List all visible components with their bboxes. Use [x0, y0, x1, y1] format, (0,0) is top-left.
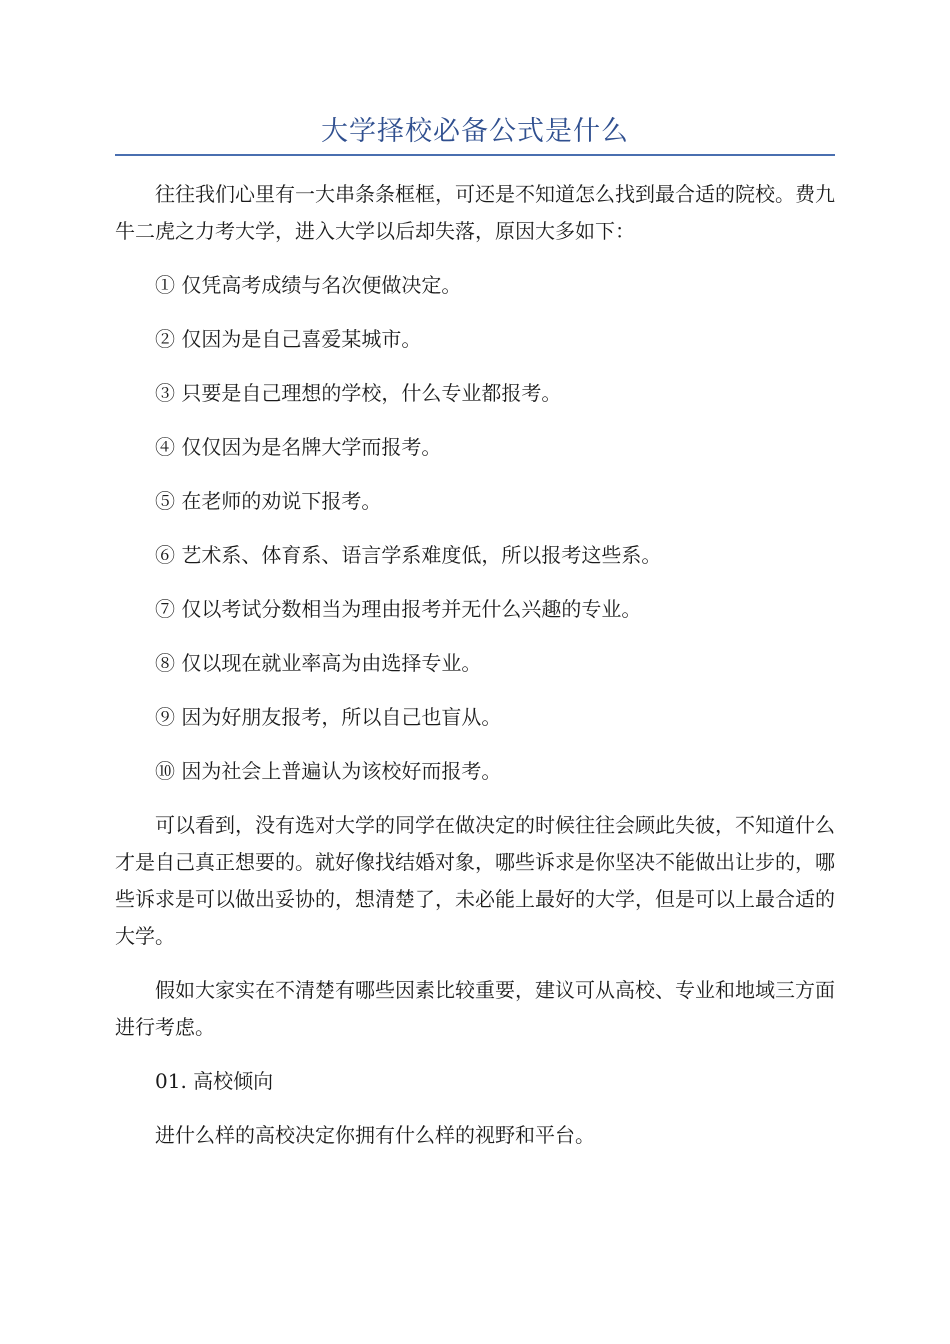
analysis-paragraph: 可以看到，没有选对大学的同学在做决定的时候往往会顾此失彼，不知道什么才是自己真正想要的。就好像找结婚对象，哪些诉求是你坚决不能做出让步的，哪些诉求是可以做出妥协的，想清楚了，未必能上最好的大学，但是可以上最合适的大学。	[115, 813, 835, 948]
document-title: 大学择校必备公式是什么	[321, 116, 629, 147]
document-body	[115, 176, 835, 1171]
reason-item-8: ⑧ 仅以现在就业率高为由选择专业。	[155, 651, 482, 675]
reason-item-4: ④ 仅仅因为是名牌大学而报考。	[155, 435, 442, 459]
section-paragraph-01: 进什么样的高校决定你拥有什么样的视野和平台。	[155, 1123, 595, 1147]
reason-item-5: ⑤ 在老师的劝说下报考。	[155, 489, 382, 513]
reason-item-3: ③ 只要是自己理想的学校，什么专业都报考。	[155, 381, 562, 405]
intro-paragraph: 往往我们心里有一大串条条框框，可还是不知道怎么找到最合适的院校。费九牛二虎之力考大学，进入大学以后却失落，原因大多如下：	[115, 182, 835, 243]
reason-item-6: ⑥ 艺术系、体育系、语言学系难度低，所以报考这些系。	[155, 543, 662, 567]
reason-item-2: ② 仅因为是自己喜爱某城市。	[155, 327, 422, 351]
section-heading-01: 01. 高校倾向	[155, 1069, 274, 1093]
suggestion-paragraph: 假如大家实在不清楚有哪些因素比较重要，建议可从高校、专业和地域三方面进行考虑。	[115, 978, 835, 1039]
reason-item-1: ① 仅凭高考成绩与名次便做决定。	[155, 273, 462, 297]
reason-item-9: ⑨ 因为好朋友报考，所以自己也盲从。	[155, 705, 502, 729]
reason-item-7: ⑦ 仅以考试分数相当为理由报考并无什么兴趣的专业。	[155, 597, 642, 621]
title-underline	[115, 154, 835, 156]
reason-item-10: ⑩ 因为社会上普遍认为该校好而报考。	[155, 759, 502, 783]
